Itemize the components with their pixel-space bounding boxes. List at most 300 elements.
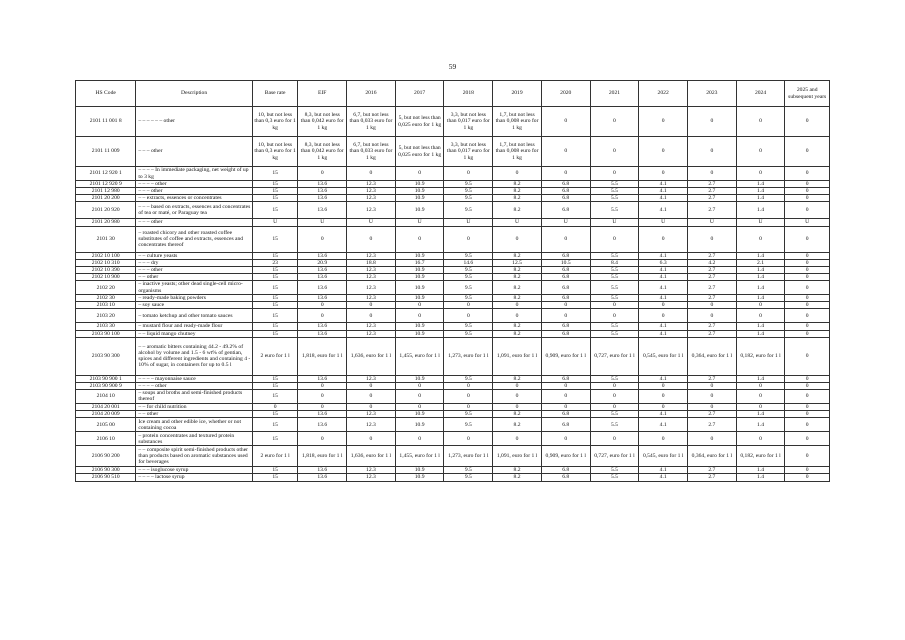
rate-cell: 0 [785, 403, 830, 410]
table-row [76, 309, 830, 323]
rate-cell: 1,636, euro for 1 l [347, 337, 396, 375]
rate-cell: 1.4 [736, 418, 785, 432]
rate-cell: 5, but not less than 0,025 euro for 1 kg [395, 137, 444, 167]
rate-cell: 0 [347, 432, 396, 446]
rate-cell: 9.5 [444, 281, 493, 295]
rate-cell: 9.5 [444, 375, 493, 382]
rate-cell: 0 [541, 137, 590, 167]
rate-cell: U [298, 219, 347, 226]
rate-cell: 10.9 [395, 252, 444, 259]
rate-cell: 5.5 [590, 281, 639, 295]
rate-cell: 5.5 [590, 273, 639, 280]
hs-code-cell: 2102 10 900 [76, 273, 136, 280]
rate-cell: 0 [736, 167, 785, 181]
rate-cell: 1.4 [736, 411, 785, 418]
rate-cell: 5.5 [590, 252, 639, 259]
rate-cell: 10.9 [395, 281, 444, 295]
table-row [76, 188, 830, 195]
rate-cell: 5, but not less than 0,025 euro for 1 kg [395, 107, 444, 137]
rate-cell: 15 [252, 375, 298, 382]
rate-cell: 0 [785, 330, 830, 337]
rate-cell: 0 [736, 432, 785, 446]
description-cell: – mustard flour and ready-made flour [136, 323, 252, 330]
rate-cell: 6.8 [541, 273, 590, 280]
rate-cell: 12.3 [347, 467, 396, 474]
rate-cell: 0 [590, 403, 639, 410]
column-header: 2019 [493, 81, 542, 107]
rate-cell: 0,727, euro for 1 l [590, 337, 639, 375]
rate-cell: 1.4 [736, 474, 785, 481]
rate-cell: 0 [493, 382, 542, 389]
rate-cell: 0 [444, 382, 493, 389]
rate-cell: 2.7 [688, 281, 737, 295]
rate-cell: 0 [785, 389, 830, 403]
rate-cell: 8.2 [493, 323, 542, 330]
rate-cell: 0 [541, 226, 590, 252]
table-row [76, 202, 830, 219]
hs-code-cell: 2104 10 [76, 389, 136, 403]
rate-cell: 2.1 [736, 259, 785, 266]
column-header: HS Code [76, 81, 136, 107]
rate-cell: 4.1 [639, 273, 688, 280]
column-header: 2017 [395, 81, 444, 107]
rate-cell: 0 [785, 266, 830, 273]
rate-cell: 0 [444, 432, 493, 446]
rate-cell: 12.3 [347, 195, 396, 202]
rate-cell: 0 [639, 302, 688, 309]
rate-cell: 6.8 [541, 375, 590, 382]
rate-cell: 0,909, euro for 1 l [541, 446, 590, 467]
rate-cell: 0 [541, 389, 590, 403]
rate-cell: U [736, 219, 785, 226]
rate-cell: 4.1 [639, 418, 688, 432]
table-row [76, 137, 830, 167]
column-header: 2018 [444, 81, 493, 107]
column-header: 2021 [590, 81, 639, 107]
table-row [76, 403, 830, 410]
rate-cell: 0 [395, 389, 444, 403]
rate-cell: 15 [252, 181, 298, 188]
rate-cell: 15 [252, 167, 298, 181]
hs-code-cell: 2102 10 100 [76, 252, 136, 259]
rate-cell: 12.3 [347, 273, 396, 280]
description-cell: – – – other [136, 188, 252, 195]
rate-cell: 1,7, but not less than 0,008 euro for 1 kg [493, 107, 542, 137]
rate-cell: 0 [785, 446, 830, 467]
rate-cell: 13.6 [298, 188, 347, 195]
rate-cell: 0 [347, 302, 396, 309]
rate-cell: 4.1 [639, 188, 688, 195]
rate-cell: 2.7 [688, 330, 737, 337]
rate-cell: U [785, 219, 830, 226]
rate-cell: 5.5 [590, 323, 639, 330]
table-header-row [76, 81, 830, 107]
rate-cell: 0,909, euro for 1 l [541, 337, 590, 375]
rate-cell: 1.4 [736, 281, 785, 295]
rate-cell: 0 [541, 302, 590, 309]
rate-cell: 0 [785, 295, 830, 302]
rate-cell: 16.7 [395, 259, 444, 266]
rate-cell: 10.9 [395, 188, 444, 195]
table-row [76, 411, 830, 418]
rate-cell: U [688, 219, 737, 226]
rate-cell: 15 [252, 467, 298, 474]
hs-code-cell: 2101 12 920 9 [76, 181, 136, 188]
rate-cell: 15 [252, 266, 298, 273]
rate-cell: 6,7, but not less than 0,033 euro for 1 kg [347, 137, 396, 167]
rate-cell: 2.7 [688, 273, 737, 280]
rate-cell: 15 [252, 273, 298, 280]
rate-cell: 0 [688, 137, 737, 167]
table-body [76, 107, 830, 482]
rate-cell: 8.2 [493, 330, 542, 337]
rate-cell: 0 [785, 474, 830, 481]
rate-cell: 0,364, euro for 1 l [688, 337, 737, 375]
rate-cell: 0,545, euro for 1 l [639, 446, 688, 467]
table-row [76, 330, 830, 337]
rate-cell: 0 [639, 137, 688, 167]
rate-cell: 0,545, euro for 1 l [639, 337, 688, 375]
rate-cell: 0 [785, 432, 830, 446]
rate-cell: 0 [688, 226, 737, 252]
description-cell: – – liquid mango chutney [136, 330, 252, 337]
rate-cell: 8.2 [493, 411, 542, 418]
rate-cell: 9.5 [444, 467, 493, 474]
rate-cell: 15 [252, 323, 298, 330]
description-cell: – soy sauce [136, 302, 252, 309]
hs-code-cell: 2102 20 [76, 281, 136, 295]
description-cell: – – – dry [136, 259, 252, 266]
table-row [76, 389, 830, 403]
rate-cell: 0 [590, 389, 639, 403]
rate-cell: 8.2 [493, 252, 542, 259]
rate-cell: 0 [785, 375, 830, 382]
rate-cell: 0 [395, 382, 444, 389]
rate-cell: 10.9 [395, 273, 444, 280]
rate-cell: 0,727, euro for 1 l [590, 446, 639, 467]
hs-code-cell: 2104 20 001 [76, 403, 136, 410]
rate-cell: 1,091, euro for 1 l [493, 446, 542, 467]
rate-cell: 3,3, but not less than 0,017 euro for 1 kg [444, 107, 493, 137]
table-row [76, 302, 830, 309]
description-cell: – – – – other [136, 181, 252, 188]
rate-cell: 12.3 [347, 323, 396, 330]
hs-code-cell: 2101 11 001 8 [76, 107, 136, 137]
rate-cell: 9.5 [444, 411, 493, 418]
table-row [76, 281, 830, 295]
rate-cell: 23 [252, 259, 298, 266]
rate-cell: 15 [252, 432, 298, 446]
rate-cell: 15 [252, 382, 298, 389]
rate-cell: 2.7 [688, 252, 737, 259]
rate-cell: 6.8 [541, 202, 590, 219]
table-row [76, 226, 830, 252]
rate-cell: 4.1 [639, 375, 688, 382]
rate-cell: 0 [736, 226, 785, 252]
hs-code-cell: 2102 30 [76, 295, 136, 302]
table-row [76, 252, 830, 259]
hs-code-cell: 2101 11 009 [76, 137, 136, 167]
rate-cell: 8.2 [493, 474, 542, 481]
rate-cell: 15 [252, 474, 298, 481]
hs-code-cell: 2105 00 [76, 418, 136, 432]
rate-cell: 12.3 [347, 266, 396, 273]
rate-cell: 10, but not less than 0,3 euro for 1 kg [252, 107, 298, 137]
rate-cell: 13.6 [298, 375, 347, 382]
rate-cell: U [347, 219, 396, 226]
rate-cell: 5.5 [590, 467, 639, 474]
rate-cell: 12.5 [493, 259, 542, 266]
rate-cell: 0 [493, 302, 542, 309]
rate-cell: 10, but not less than 0,3 euro for 1 kg [252, 137, 298, 167]
rate-cell: 0 [639, 226, 688, 252]
table-row [76, 432, 830, 446]
rate-cell: 0 [639, 167, 688, 181]
rate-cell: 5.5 [590, 295, 639, 302]
rate-cell: 0 [785, 309, 830, 323]
rate-cell: 1,273, euro for 1 l [444, 337, 493, 375]
description-cell: – – – other [136, 266, 252, 273]
description-cell: – – – other [136, 219, 252, 226]
rate-cell: 9.5 [444, 295, 493, 302]
column-header: 2023 [688, 81, 737, 107]
rate-cell: 4.1 [639, 467, 688, 474]
rate-cell: 4.1 [639, 323, 688, 330]
rate-cell: 0 [785, 418, 830, 432]
rate-cell: 4.1 [639, 202, 688, 219]
description-cell: – soups and broths and semi-finished products thereof [136, 389, 252, 403]
rate-cell: 5.5 [590, 474, 639, 481]
rate-cell: 2.7 [688, 195, 737, 202]
rate-cell: 0 [590, 226, 639, 252]
rate-cell: 13.6 [298, 181, 347, 188]
rate-cell: 0 [785, 302, 830, 309]
rate-cell: 4.1 [639, 474, 688, 481]
rate-cell: 13.6 [298, 195, 347, 202]
table-row [76, 467, 830, 474]
rate-cell: 0 [590, 302, 639, 309]
rate-cell: U [252, 219, 298, 226]
rate-cell: 1,455, euro for 1 l [395, 337, 444, 375]
column-header: 2022 [639, 81, 688, 107]
rate-cell: 9.5 [444, 418, 493, 432]
rate-cell: 15 [252, 281, 298, 295]
rate-cell: 12.3 [347, 295, 396, 302]
rate-cell: 15 [252, 389, 298, 403]
rate-cell: 0 [785, 467, 830, 474]
hs-code-cell: 2103 90 900 1 [76, 375, 136, 382]
rate-cell: 12.3 [347, 181, 396, 188]
rate-cell: 12.3 [347, 330, 396, 337]
rate-cell: 20.9 [298, 259, 347, 266]
rate-cell: 15 [252, 252, 298, 259]
rate-cell: 1.4 [736, 195, 785, 202]
rate-cell: 10.9 [395, 467, 444, 474]
rate-cell: 0 [785, 137, 830, 167]
rate-cell: 10.9 [395, 295, 444, 302]
rate-cell: 10.9 [395, 330, 444, 337]
rate-cell: 0 [736, 382, 785, 389]
rate-cell: 0 [298, 432, 347, 446]
rate-cell: 6.8 [541, 295, 590, 302]
rate-cell: 0 [444, 389, 493, 403]
rate-cell: 2 euro for 1 l [252, 337, 298, 375]
rate-cell: 12.3 [347, 202, 396, 219]
rate-cell: 13.6 [298, 467, 347, 474]
rate-cell: 8.2 [493, 202, 542, 219]
table-row [76, 474, 830, 481]
hs-code-cell: 2104 20 009 [76, 411, 136, 418]
table-row [76, 195, 830, 202]
hs-code-cell: 2103 90 100 [76, 330, 136, 337]
rate-cell: 0 [395, 403, 444, 410]
rate-cell: 10.9 [395, 411, 444, 418]
hs-code-cell: 2103 90 300 [76, 337, 136, 375]
rate-cell: 9.5 [444, 202, 493, 219]
rate-cell: 0 [688, 403, 737, 410]
rate-cell: 10.9 [395, 181, 444, 188]
rate-cell: 1.4 [736, 202, 785, 219]
rate-cell: 0 [785, 167, 830, 181]
rate-cell: 2.7 [688, 266, 737, 273]
rate-cell: 0 [785, 281, 830, 295]
rate-cell: 2.7 [688, 411, 737, 418]
rate-cell: 2 euro for 1 l [252, 446, 298, 467]
rate-cell: 0 [785, 273, 830, 280]
rate-cell: 8.2 [493, 266, 542, 273]
rate-cell: 4.1 [639, 330, 688, 337]
hs-code-cell: 2103 10 [76, 302, 136, 309]
rate-cell: 0 [688, 389, 737, 403]
rate-cell: 12.3 [347, 281, 396, 295]
rate-cell: 6.8 [541, 323, 590, 330]
rate-cell: 0 [688, 309, 737, 323]
description-cell: Ice cream and other edible ice, whether or not containing cocoa [136, 418, 252, 432]
rate-cell: 1,455, euro for 1 l [395, 446, 444, 467]
rate-cell: U [493, 219, 542, 226]
rate-cell: 0 [347, 403, 396, 410]
rate-cell: 0 [688, 167, 737, 181]
table-row [76, 382, 830, 389]
rate-cell: 0 [444, 167, 493, 181]
rate-cell: 12.3 [347, 418, 396, 432]
rate-cell: 8.2 [493, 295, 542, 302]
rate-cell: 0 [688, 302, 737, 309]
hs-code-cell: 2101 30 [76, 226, 136, 252]
rate-cell: 0 [590, 382, 639, 389]
rate-cell: 8,3, but not less than 0,042 euro for 1 kg [298, 107, 347, 137]
rate-cell: 0 [298, 226, 347, 252]
rate-cell: 9.5 [444, 474, 493, 481]
rate-cell: 10.9 [395, 323, 444, 330]
rate-cell: 6.8 [541, 195, 590, 202]
description-cell: – – – – mayonnaise sauce [136, 375, 252, 382]
rate-cell: 6.8 [541, 467, 590, 474]
rate-cell: 0 [298, 403, 347, 410]
rate-cell: 13.6 [298, 323, 347, 330]
rate-cell: 5.5 [590, 266, 639, 273]
description-cell: – – other [136, 411, 252, 418]
rate-cell: 0 [785, 252, 830, 259]
rate-cell: 0 [395, 167, 444, 181]
rate-cell: 0,182, euro for 1 l [736, 337, 785, 375]
rate-cell: 1.4 [736, 295, 785, 302]
rate-cell: 9.5 [444, 181, 493, 188]
rate-cell: 12.3 [347, 411, 396, 418]
hs-code-cell: 2101 20 980 [76, 219, 136, 226]
rate-cell: 6.8 [541, 418, 590, 432]
rate-cell: 0 [541, 382, 590, 389]
column-header: Base rate [252, 81, 298, 107]
rate-cell: 1,091, euro for 1 l [493, 337, 542, 375]
rate-cell: 2.7 [688, 418, 737, 432]
rate-cell: 15 [252, 195, 298, 202]
rate-cell: 0 [541, 107, 590, 137]
rate-cell: 10.9 [395, 195, 444, 202]
rate-cell: 6.8 [541, 474, 590, 481]
rate-cell: 0 [785, 226, 830, 252]
rate-cell: 8,3, but not less than 0,042 euro for 1 kg [298, 137, 347, 167]
rate-cell: 9.5 [444, 195, 493, 202]
rate-cell: 1.4 [736, 375, 785, 382]
rate-cell: 0 [785, 181, 830, 188]
rate-cell: 2.7 [688, 375, 737, 382]
rate-cell: 8.2 [493, 195, 542, 202]
rate-cell: 0 [493, 226, 542, 252]
rate-cell: 15 [252, 330, 298, 337]
rate-cell: U [639, 219, 688, 226]
description-cell: – – – based on extracts, essences and concentrates of tea or maté, or Paraguay tea [136, 202, 252, 219]
rate-cell: 1,818, euro for 1 l [298, 337, 347, 375]
rate-cell: 0 [347, 226, 396, 252]
table-row [76, 446, 830, 467]
hs-code-cell: 2106 90 200 [76, 446, 136, 467]
description-cell: – – composite spirit semi-finished products other than products based on aromatic substances used for beverages [136, 446, 252, 467]
rate-cell: 13.6 [298, 411, 347, 418]
hs-code-cell: 2101 20 920 [76, 202, 136, 219]
rate-cell: 0 [590, 167, 639, 181]
rate-cell: 1.4 [736, 467, 785, 474]
hs-code-cell: 2106 90 510 [76, 474, 136, 481]
rate-cell: 15 [252, 295, 298, 302]
rate-cell: 4.1 [639, 195, 688, 202]
description-cell: – – aromatic bitters containing 44.2 - 49.2% of alcohol by volume and 1.5 - 6 wt% of gentian, spices and different ingredients and containing 4 - 10% of sugar, in containers for up to 0.5 l [136, 337, 252, 375]
rate-cell: 15 [252, 411, 298, 418]
rate-cell: 0 [444, 226, 493, 252]
rate-cell: 4.2 [688, 259, 737, 266]
page-number: 59 [448, 62, 457, 71]
rate-cell: 12.3 [347, 375, 396, 382]
rate-cell: 2.7 [688, 295, 737, 302]
rate-cell: 0 [688, 382, 737, 389]
column-header: EIF [298, 81, 347, 107]
rate-cell: 13.6 [298, 418, 347, 432]
rate-cell: 10.9 [395, 474, 444, 481]
rate-cell: 13.6 [298, 252, 347, 259]
rate-cell: 0 [736, 302, 785, 309]
hs-code-cell: 2102 10 390 [76, 266, 136, 273]
rate-cell: 5.5 [590, 330, 639, 337]
hs-code-cell: 2101 12 920 1 [76, 167, 136, 181]
rate-cell: 5.5 [590, 188, 639, 195]
hs-code-cell: 2103 30 [76, 323, 136, 330]
rate-cell: 4.1 [639, 266, 688, 273]
rate-cell: 0 [493, 432, 542, 446]
rate-cell: 3,3, but not less than 0,017 euro for 1 kg [444, 137, 493, 167]
description-cell: – tomato ketchup and other tomato sauces [136, 309, 252, 323]
column-header: 2025 and subsequent years [785, 81, 830, 107]
description-cell: – – extracts, essences or concentrates [136, 195, 252, 202]
